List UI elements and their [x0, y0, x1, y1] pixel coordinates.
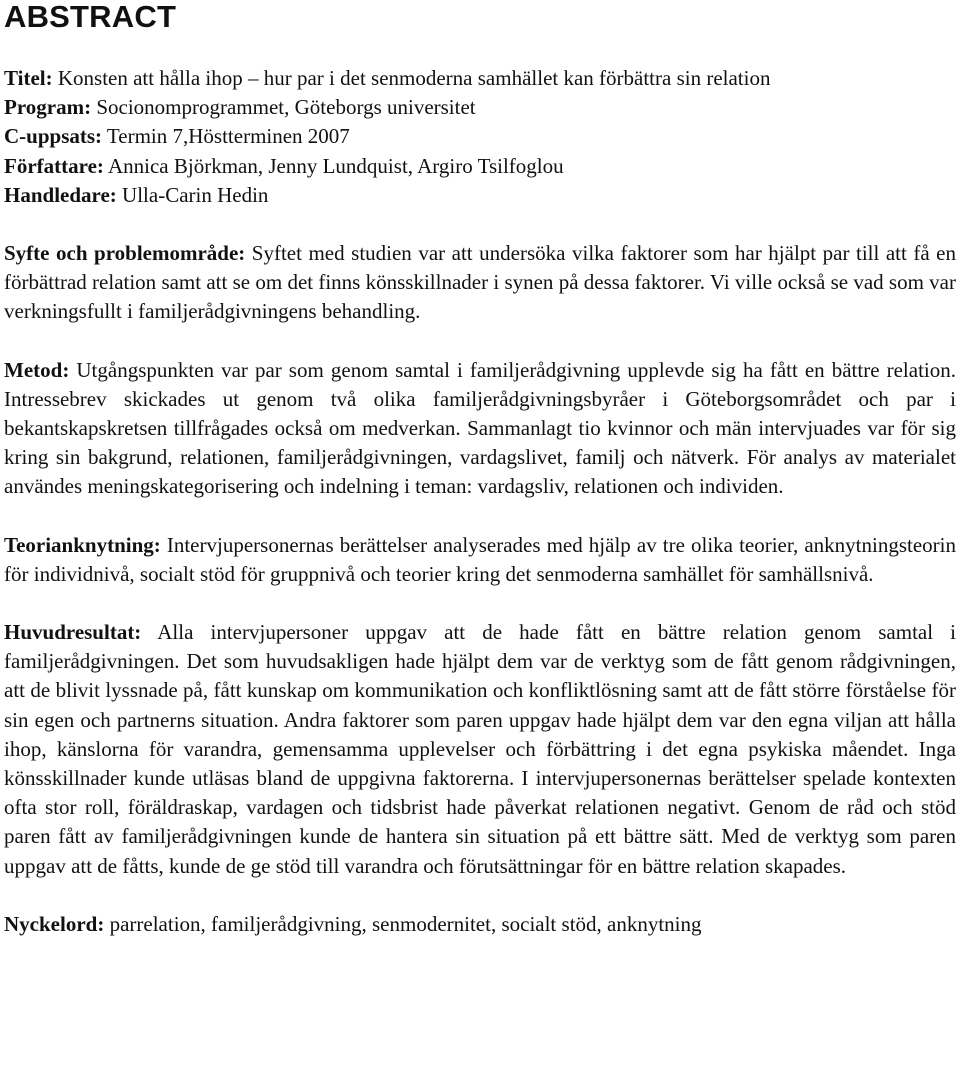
nyckelord-label: Nyckelord:	[4, 911, 105, 936]
meta-row-program	[4, 93, 956, 122]
huvudresultat-text: Alla intervjupersoner uppgav att de hade fått en bättre relation genom samtal i familjerådgivningen. Det som huvudsakligen hade hjälpt dem var de verktyg som de fått genom rådgivningen, att de blivit lyssnade på, fått kunskap om kommunikation och konfliktlösning samt att de fått större förståelse för sin egen och partnerns situation. Andra faktorer som paren uppgav hade hjälpt dem var den egna viljan att hålla ihop, känslorna för varandra, gemensamma upplevelser och förbättring i det egna psykiska måendet. Inga könsskillnader kunde utläsas bland de uppgivna faktorerna. I intervjupersonernas berättelser spelade kontexten ofta stor roll, föräldraskap, vardagen och tidsbrist hade påverkat relationen negativt. Genom de råd och stöd paren fått av familjerådgivningen kunde de hantera sin situation på ett bättre sätt. Med de verktyg som paren uppgav att de fåtts, kunde de ge stöd till varandra och förutsättningar för en bättre relation skapades.	[4, 620, 956, 878]
section-metod	[4, 356, 956, 502]
teorianknytning-text: Intervjupersonernas berättelser analyserades med hjälp av tre olika teorier, anknytningsteorin för individnivå, socialt stöd för gruppnivå och teorier kring det senmoderna samhället för samhällsnivå.	[4, 532, 956, 586]
titel-label: Titel:	[4, 66, 53, 90]
syfte-label: Syfte och problemområde:	[4, 241, 246, 266]
section-teorianknytning	[4, 531, 956, 589]
meta-row-handledare	[4, 181, 956, 210]
teorianknytning-label: Teorianknytning:	[4, 532, 161, 557]
syfte-text: Syftet med studien var att undersöka vilka faktorer som har hjälpt par till att få en förbättrad relation samt att se om det finns könsskillnader i synen på dessa faktorer. Vi ville också se vad som var verkningsfullt i familjerådgivningens behandling.	[4, 241, 956, 324]
handledare-value: Ulla-Carin Hedin	[116, 182, 269, 207]
titel-value: Konsten att hålla ihop – hur par i det senmoderna samhället kan förbättra sin relation	[52, 66, 771, 90]
huvudresultat-label: Huvudresultat:	[4, 620, 142, 645]
nyckelord-text: parrelation, familjerådgivning, senmodernitet, socialt stöd, anknytning	[104, 911, 702, 936]
metadata-block	[4, 64, 956, 210]
page-title: ABSTRACT	[4, 0, 177, 34]
metod-text: Utgångspunkten var par som genom samtal i familjerådgivning upplevde sig ha fått en bättre relation. Intressebrev skickades ut genom två olika familjerådgivningsbyråer i Göteborgsområdet och par i bekantskapskretsen tillfrågades också om medverkan. Sammanlagt tio kvinnor och män intervjuades var för sig kring sin bakgrund, relationen, familjerådgivningen, vardagslivet, familj och nätverk. För analys av materialet användes meningskategorisering och indelning i teman: vardagsliv, relationen och individen.	[4, 357, 956, 499]
meta-row-forfattare	[4, 152, 956, 181]
program-label: Program:	[4, 95, 92, 120]
handledare-label: Handledare:	[4, 182, 117, 207]
meta-row-uppsats	[4, 122, 956, 151]
section-nyckelord	[4, 910, 956, 939]
uppsats-value: Termin 7,Höstterminen 2007	[102, 124, 350, 149]
meta-row-titel	[4, 64, 956, 93]
metod-label: Metod:	[4, 357, 70, 382]
section-syfte	[4, 239, 956, 327]
section-huvudresultat	[4, 618, 956, 881]
uppsats-label: C-uppsats:	[4, 124, 103, 149]
forfattare-value: Annica Björkman, Jenny Lundquist, Argiro Tsilfoglou	[103, 153, 564, 178]
forfattare-label: Författare:	[4, 153, 104, 178]
program-value: Socionomprogrammet, Göteborgs universitet	[91, 95, 476, 120]
